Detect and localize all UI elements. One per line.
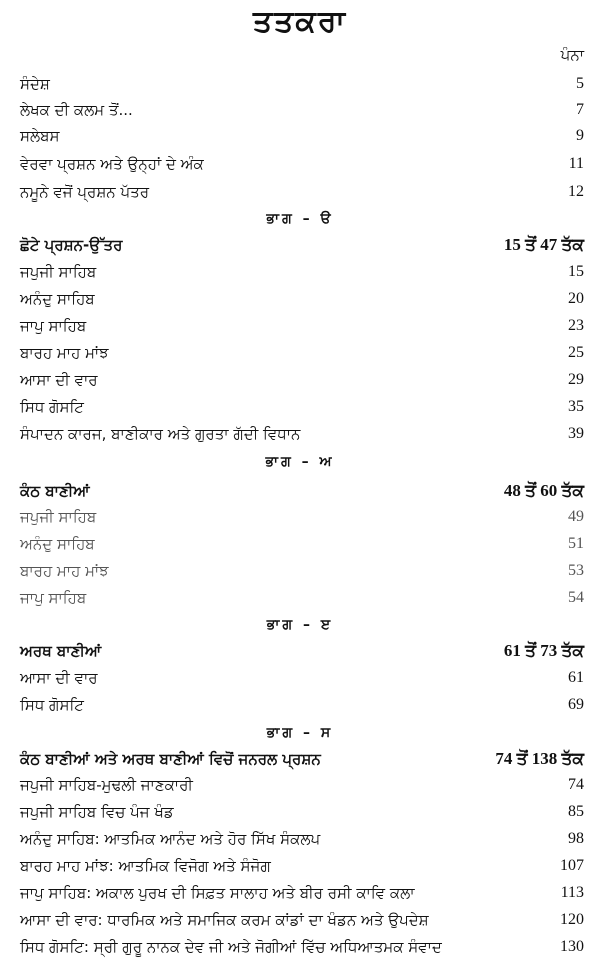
part-heading: ਭਾਗ – ੳ bbox=[266, 211, 334, 227]
entry-label: ਸਿਧ ਗੋਸਟਿ: ਸ੍ਰੀ ਗੁਰੂ ਨਾਨਕ ਦੇਵ ਜੀ ਅਤੇ ਜੋਗੀਆਂ ਵਿੱਚ ਅਧਿਆਤਮਕ ਸੰਵਾਦ bbox=[20, 938, 442, 956]
toc-entry bbox=[20, 422, 584, 446]
toc-entry bbox=[20, 72, 584, 96]
entry-page: 69 bbox=[568, 696, 584, 713]
toc-entry bbox=[20, 666, 584, 690]
toc-entry bbox=[20, 693, 584, 717]
entry-label: ਵੇਰਵਾ ਪ੍ਰਸ਼ਨ ਅਤੇ ਉਨ੍ਹਾਂ ਦੇ ਅੰਕ bbox=[20, 155, 204, 173]
entry-page: 20 bbox=[568, 290, 584, 307]
entry-label: ਬਾਰਹ ਮਾਹ ਮਾਂਝ bbox=[20, 562, 109, 580]
toc-entry bbox=[20, 368, 584, 392]
toc-entry bbox=[20, 935, 584, 959]
entry-label: ਜਪੁਜੀ ਸਾਹਿਬ ਵਿਚ ਪੰਜ ਖੰਡ bbox=[20, 803, 174, 821]
toc-entry bbox=[20, 287, 584, 311]
entry-label: ਆਸਾ ਦੀ ਵਾਰ bbox=[20, 669, 98, 687]
entry-page: 74 bbox=[568, 776, 584, 793]
section-title: ਅਰਥ ਬਾਣੀਆਂ bbox=[20, 642, 102, 660]
part-heading: ਭਾਗ – ਅ bbox=[265, 454, 335, 470]
toc-entry bbox=[20, 827, 584, 851]
entry-page: 120 bbox=[560, 911, 584, 928]
section-title: ਕੰਠ ਬਾਣੀਆਂ ਅਤੇ ਅਰਥ ਬਾਣੀਆਂ ਵਿਚੋਂ ਜਨਰਲ ਪ੍ਰਸ਼ਨ bbox=[20, 750, 321, 768]
entry-page: 35 bbox=[568, 398, 584, 415]
part-heading: ਭਾਗ – ੲ bbox=[266, 617, 334, 633]
entry-page: 113 bbox=[560, 884, 584, 901]
toc-entry bbox=[20, 395, 584, 419]
entry-label: ਅਨੰਦੁ ਸਾਹਿਬ: ਆਤਮਿਕ ਆਨੰਦ ਅਤੇ ਹੋਰ ਸਿੱਖ ਸੰਕਲਪ bbox=[20, 830, 321, 848]
entry-label: ਅਨੰਦੁ ਸਾਹਿਬ bbox=[20, 290, 95, 308]
entry-label: ਅਨੰਦੁ ਸਾਹਿਬ bbox=[20, 535, 95, 553]
entry-page: 85 bbox=[568, 803, 584, 820]
entry-page: 51 bbox=[568, 535, 584, 552]
entry-page: 7 bbox=[576, 101, 584, 118]
toc-entry bbox=[20, 124, 584, 148]
section-range: 61 ਤੋਂ 73 ਤੱਕ bbox=[503, 641, 584, 660]
entry-page: 9 bbox=[576, 127, 584, 144]
entry-label: ਬਾਰਹ ਮਾਹ ਮਾਂਝ: ਆਤਮਿਕ ਵਿਜੋਗ ਅਤੇ ਸੰਜੋਗ bbox=[20, 857, 271, 875]
entry-page: 12 bbox=[568, 183, 584, 200]
entry-label: ਜਪੁਜੀ ਸਾਹਿਬ bbox=[20, 263, 97, 281]
entry-page: 5 bbox=[576, 75, 584, 92]
entry-page: 130 bbox=[560, 938, 584, 955]
entry-label: ਜਾਪੁ ਸਾਹਿਬ bbox=[20, 317, 87, 335]
entry-label: ਨਮੂਨੇ ਵਜੋਂ ਪ੍ਰਸ਼ਨ ਪੱਤਰ bbox=[20, 183, 150, 201]
entry-label: ਸੰਦੇਸ਼ bbox=[20, 75, 50, 93]
entry-page: 39 bbox=[568, 425, 584, 442]
toc-entry bbox=[20, 586, 584, 610]
toc-entry bbox=[20, 881, 584, 905]
section-heading bbox=[20, 638, 584, 664]
toc-entry bbox=[20, 314, 584, 338]
toc-entry bbox=[20, 773, 584, 797]
toc-entry bbox=[20, 152, 584, 176]
section-title: ਛੋਟੇ ਪ੍ਰਸ਼ਨ-ਉੱਤਰ bbox=[20, 236, 123, 254]
entry-label: ਸਿਧ ਗੋਸਟਿ bbox=[20, 696, 84, 714]
entry-label: ਜਾਪੁ ਸਾਹਿਬ: ਅਕਾਲ ਪੁਰਖ ਦੀ ਸਿਫ਼ਤ ਸਾਲਾਹ ਅਤੇ ਬੀਰ ਰਸੀ ਕਾਵਿ ਕਲਾ bbox=[20, 884, 415, 902]
entry-page: 29 bbox=[568, 371, 584, 388]
entry-label: ਆਸਾ ਦੀ ਵਾਰ bbox=[20, 371, 98, 389]
entry-page: 25 bbox=[568, 344, 584, 361]
entry-label: ਆਸਾ ਦੀ ਵਾਰ: ਧਾਰਮਿਕ ਅਤੇ ਸਮਾਜਿਕ ਕਰਮ ਕਾਂਡਾਂ ਦਾ ਖੰਡਨ ਅਤੇ ਉਪਦੇਸ਼ bbox=[20, 911, 429, 929]
toc-entry bbox=[20, 532, 584, 556]
entry-label: ਬਾਰਹ ਮਾਹ ਮਾਂਝ bbox=[20, 344, 109, 362]
toc-entry bbox=[20, 260, 584, 284]
entry-label: ਜਪੁਜੀ ਸਾਹਿਬ bbox=[20, 508, 97, 526]
toc-entry bbox=[20, 341, 584, 365]
entry-page: 15 bbox=[568, 263, 584, 280]
entry-label: ਲੇਖਕ ਦੀ ਕਲਮ ਤੋਂ... bbox=[20, 101, 133, 119]
toc-entry bbox=[20, 908, 584, 932]
entry-page: 53 bbox=[568, 562, 584, 579]
toc-entry bbox=[20, 854, 584, 878]
entry-label: ਸਲੇਬਸ bbox=[20, 127, 60, 145]
toc-entry bbox=[20, 180, 584, 204]
page-column-header: ਪੰਨਾ bbox=[560, 46, 584, 64]
toc-entry bbox=[20, 559, 584, 583]
toc-entry bbox=[20, 98, 584, 122]
page-title: ਤਤਕਰਾ bbox=[252, 4, 348, 39]
entry-label: ਜਾਪੁ ਸਾਹਿਬ bbox=[20, 589, 87, 607]
section-heading bbox=[20, 232, 584, 258]
entry-page: 49 bbox=[568, 508, 584, 525]
entry-label: ਜਪੁਜੀ ਸਾਹਿਬ-ਮੁਢਲੀ ਜਾਣਕਾਰੀ bbox=[20, 776, 193, 794]
part-heading: ਭਾਗ – ਸ bbox=[266, 725, 334, 741]
toc-entry bbox=[20, 800, 584, 824]
entry-page: 98 bbox=[568, 830, 584, 847]
entry-label: ਸੰਪਾਦਨ ਕਾਰਜ, ਬਾਣੀਕਾਰ ਅਤੇ ਗੁਰਤਾ ਗੱਦੀ ਵਿਧਾਨ bbox=[20, 425, 301, 443]
section-heading bbox=[20, 478, 584, 504]
entry-page: 54 bbox=[568, 589, 584, 606]
entry-page: 61 bbox=[568, 669, 584, 686]
section-range: 74 ਤੋਂ 138 ਤੱਕ bbox=[495, 749, 584, 768]
section-title: ਕੰਠ ਬਾਣੀਆਂ bbox=[20, 482, 90, 500]
entry-page: 107 bbox=[560, 857, 584, 874]
section-heading bbox=[20, 746, 584, 772]
entry-label: ਸਿਧ ਗੋਸਟਿ bbox=[20, 398, 84, 416]
section-range: 15 ਤੋਂ 47 ਤੱਕ bbox=[503, 235, 584, 254]
entry-page: 11 bbox=[568, 155, 584, 172]
toc-entry bbox=[20, 505, 584, 529]
entry-page: 23 bbox=[568, 317, 584, 334]
section-range: 48 ਤੋਂ 60 ਤੱਕ bbox=[503, 481, 584, 500]
